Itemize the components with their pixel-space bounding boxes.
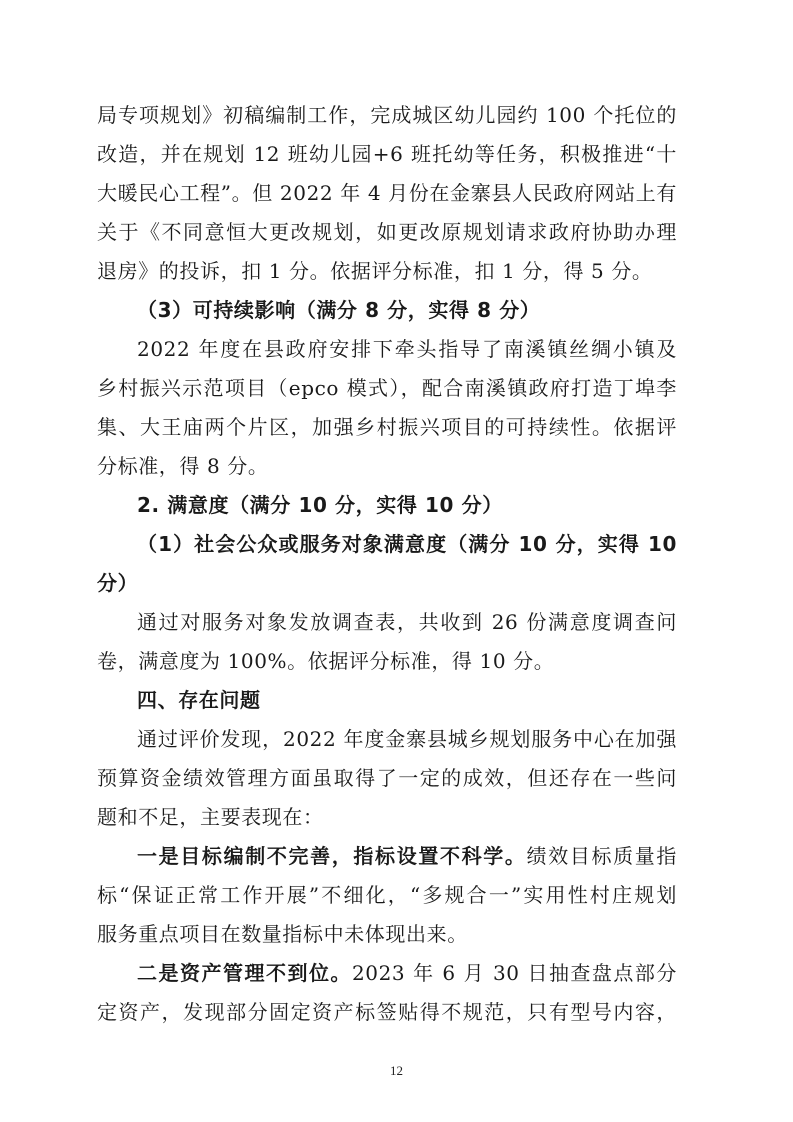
paragraph-line: 通过对服务对象发放调查表，共收到 26 份满意度调查问 [137,610,677,634]
paragraph-line [137,842,677,870]
paragraph-line: 预算资金绩效管理方面虽取得了一定的成效，但还存在一些问 [97,766,677,790]
paragraph-line: 卷，满意度为 100%。依据评分标准，得 10 分。 [97,649,555,673]
paragraph-line: 集、大王庙两个片区，加强乡村振兴项目的可持续性。依据评 [97,415,677,439]
paragraph-text: 绩效目标质量指 [526,844,677,868]
paragraph-line: 服务重点项目在数量指标中未体现出来。 [97,922,468,946]
paragraph-line: 题和不足，主要表现在： [97,805,324,829]
paragraph-line [137,959,677,987]
bold-lead-text: 二是资产管理不到位。 [137,961,352,985]
page-number: 12 [390,1063,403,1078]
paragraph-line: 通过评价发现，2022 年度金寨县城乡规划服务中心在加强 [137,727,677,751]
subsection-heading-continued: 分） [97,571,139,595]
section-heading: 2. 满意度（满分 10 分，实得 10 分） [137,493,503,517]
subsection-heading: （3）可持续影响（满分 8 分，实得 8 分） [137,298,541,322]
section-heading: 四、存在问题 [137,688,261,712]
paragraph-text: 2023 年 6 月 30 日抽查盘点部分 [351,961,677,985]
paragraph-line: 局专项规划》初稿编制工作，完成城区幼儿园约 100 个托位的 [97,103,677,127]
paragraph-line: 2022 年度在县政府安排下牵头指导了南溪镇丝绸小镇及 [137,337,677,361]
paragraph-line: 改造，并在规划 12 班幼儿园+6 班托幼等任务，积极推进“十 [97,142,677,166]
paragraph-line: 分标准，得 8 分。 [97,454,269,478]
paragraph-line: 乡村振兴示范项目（epco 模式），配合南溪镇政府打造丁埠李 [97,376,677,400]
subsection-heading: （1）社会公众或服务对象满意度（满分 10 分，实得 10 [137,532,677,556]
paragraph-line: 关于《不同意恒大更改规划，如更改原规划请求政府协助办理 [97,220,677,244]
paragraph-line: 标“保证正常工作开展”不细化，“多规合一”实用性村庄规划 [97,883,677,907]
paragraph-line: 退房》的投诉，扣 1 分。依据评分标准，扣 1 分，得 5 分。 [97,259,653,283]
paragraph-line: 定资产，发现部分固定资产标签贴得不规范，只有型号内容， [97,1000,677,1024]
bold-lead-text: 一是目标编制不完善，指标设置不科学。 [137,844,527,868]
paragraph-line: 大暖民心工程”。但 2022 年 4 月份在金寨县人民政府网站上有 [97,181,677,205]
